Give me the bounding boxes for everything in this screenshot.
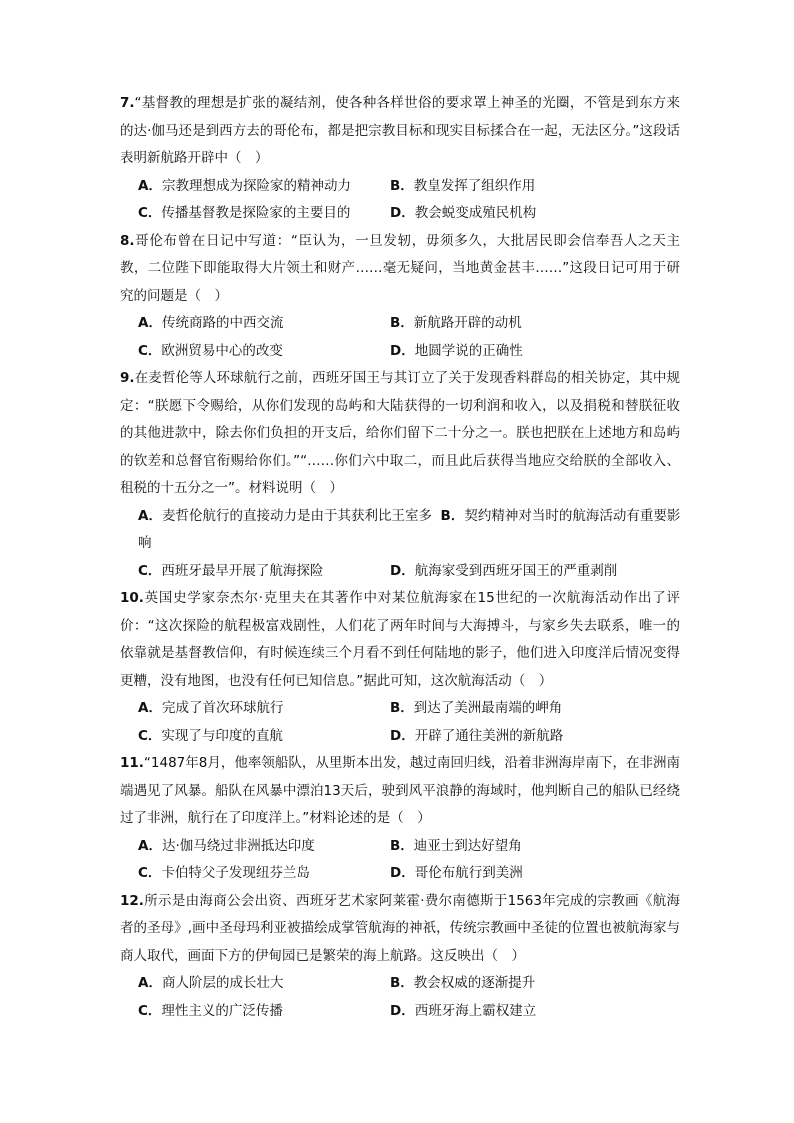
options <box>138 833 680 888</box>
option-c[interactable]: C．卡伯特父子发现纽芬兰岛 <box>138 865 310 881</box>
option-b[interactable]: B．迪亚士到达好望角 <box>390 837 522 854</box>
question-stem: 哥伦布曾在日记中写道：“臣认为，一旦发轫，毋须多久，大批居民即会信奉吾人之天主教，二位陛下即能取得大片领土和财产……毫无疑问，当地黄金甚丰……”这段日记可用于研究的问题是（ ） <box>120 232 680 304</box>
options <box>138 310 680 365</box>
option-a[interactable]: A．宗教理想成为探险家的精神动力 <box>138 177 351 194</box>
question-11 <box>120 750 680 888</box>
question-stem: “基督教的理想是扩张的凝结剂，使各种各样世俗的要求罩上神圣的光圈，不管是到东方来的达·伽马还是到西方去的哥伦布，都是把宗教目标和现实目标揉合在一起，无法区分。”这段话表明新航路开辟中（ ） <box>120 95 680 166</box>
exam-page <box>120 90 680 1025</box>
question-stem: 英国史学家奈杰尔·克里夫在其著作中对某位航海家在15世纪的一次航海活动作出了评价：“这次探险的航程极富戏剧性，人们花了两年时间与大海搏斗，与家乡失去联系，唯一的依靠就是基督教信仰，有时候连续三个月看不到任何陆地的影子，他们进入印度洋后情况变得更糟，没有地图，也没有任何已知信息。”据此可知，这次航海活动（ ） <box>120 590 680 689</box>
question-number: 12. <box>120 892 144 909</box>
option-a[interactable]: A．达·伽马绕过非洲抵达印度 <box>138 837 315 854</box>
option-b[interactable]: B．到达了美洲最南端的岬角 <box>390 700 563 716</box>
option-a[interactable]: A．完成了首次环球航行 <box>138 700 284 716</box>
question-stem: “1487年8月，他率领船队，从里斯本出发，越过南回归线，沿着非洲海岸南下，在非洲南端遇见了风暴。船队在风暴中漂泊13天后，驶到风平浪静的海域时，他判断自己的船队已经绕过了非洲，航行在了印度洋上。”材料论述的是（ ） <box>120 755 680 826</box>
option-b[interactable]: B．教会权威的逐渐提升 <box>390 975 536 991</box>
question-number: 7. <box>120 95 135 111</box>
options <box>138 970 680 1025</box>
options <box>138 173 680 228</box>
question-10 <box>120 585 680 750</box>
question-8 <box>120 228 680 366</box>
option-a[interactable]: A．传统商路的中西交流 <box>138 315 284 331</box>
option-d[interactable]: D．哥伦布航行到美洲 <box>390 865 523 881</box>
option-d[interactable]: D．教会蜕变成殖民机构 <box>390 205 537 221</box>
question-number: 8. <box>120 232 135 249</box>
option-a[interactable]: A．商人阶层的成长壮大 <box>138 975 284 991</box>
option-a-b-row <box>138 503 690 558</box>
option-c[interactable]: C．欧洲贸易中心的改变 <box>138 342 283 359</box>
option-c[interactable]: C．理性主义的广泛传播 <box>138 1002 283 1019</box>
question-stem: 所示是由海商公会出资、西班牙艺术家阿莱霍·费尔南德斯于1563年完成的宗教画《航海者的圣母》,画中圣母玛利亚被描绘成掌管航海的神祇，传统宗教画中圣徒的位置也被航海家与商人取代，画面下方的伊甸园已是繁荣的海上航路。这反映出（ ） <box>120 892 680 964</box>
option-b[interactable]: B．新航路开辟的动机 <box>390 315 522 331</box>
option-c[interactable]: C．西班牙最早开展了航海探险 <box>138 562 324 579</box>
option-d[interactable]: D．航海家受到西班牙国王的严重剥削 <box>390 562 618 579</box>
question-7 <box>120 90 680 228</box>
option-d[interactable]: D．西班牙海上霸权建立 <box>390 1002 537 1019</box>
option-b[interactable]: B．契约精神对当时的航海活动有重要影响 <box>138 507 681 551</box>
option-d[interactable]: D．开辟了通往美洲的新航路 <box>390 727 564 744</box>
question-number: 9. <box>120 370 135 386</box>
options <box>138 503 680 586</box>
question-stem: 在麦哲伦等人环球航行之前，西班牙国王与其订立了关于发现香料群岛的相关协定，其中规定：“朕愿下令赐给，从你们发现的岛屿和大陆获得的一切利润和收入，以及捐税和替朕征收的其他进款中，除去你们负担的开支后，给你们留下二十分之一。朕也把朕在上述地方和岛屿的钦差和总督官衔赐给你们。”“……你们六中取二，而且此后获得当地应交给朕的全部收入、租税的十五分之一”。材料说明（ ） <box>120 370 680 496</box>
option-b[interactable]: B．教皇发挥了组织作用 <box>390 177 536 194</box>
option-a[interactable]: A．麦哲伦航行的直接动力是由于其获利比王室多 <box>138 507 432 524</box>
option-c[interactable]: C．传播基督教是探险家的主要目的 <box>138 205 351 221</box>
question-number: 10. <box>120 590 144 606</box>
option-c[interactable]: C．实现了与印度的直航 <box>138 727 283 744</box>
options <box>138 695 680 750</box>
question-number: 11. <box>120 755 144 771</box>
question-9 <box>120 365 680 585</box>
question-12 <box>120 888 680 1026</box>
option-d[interactable]: D．地圆学说的正确性 <box>390 342 523 359</box>
